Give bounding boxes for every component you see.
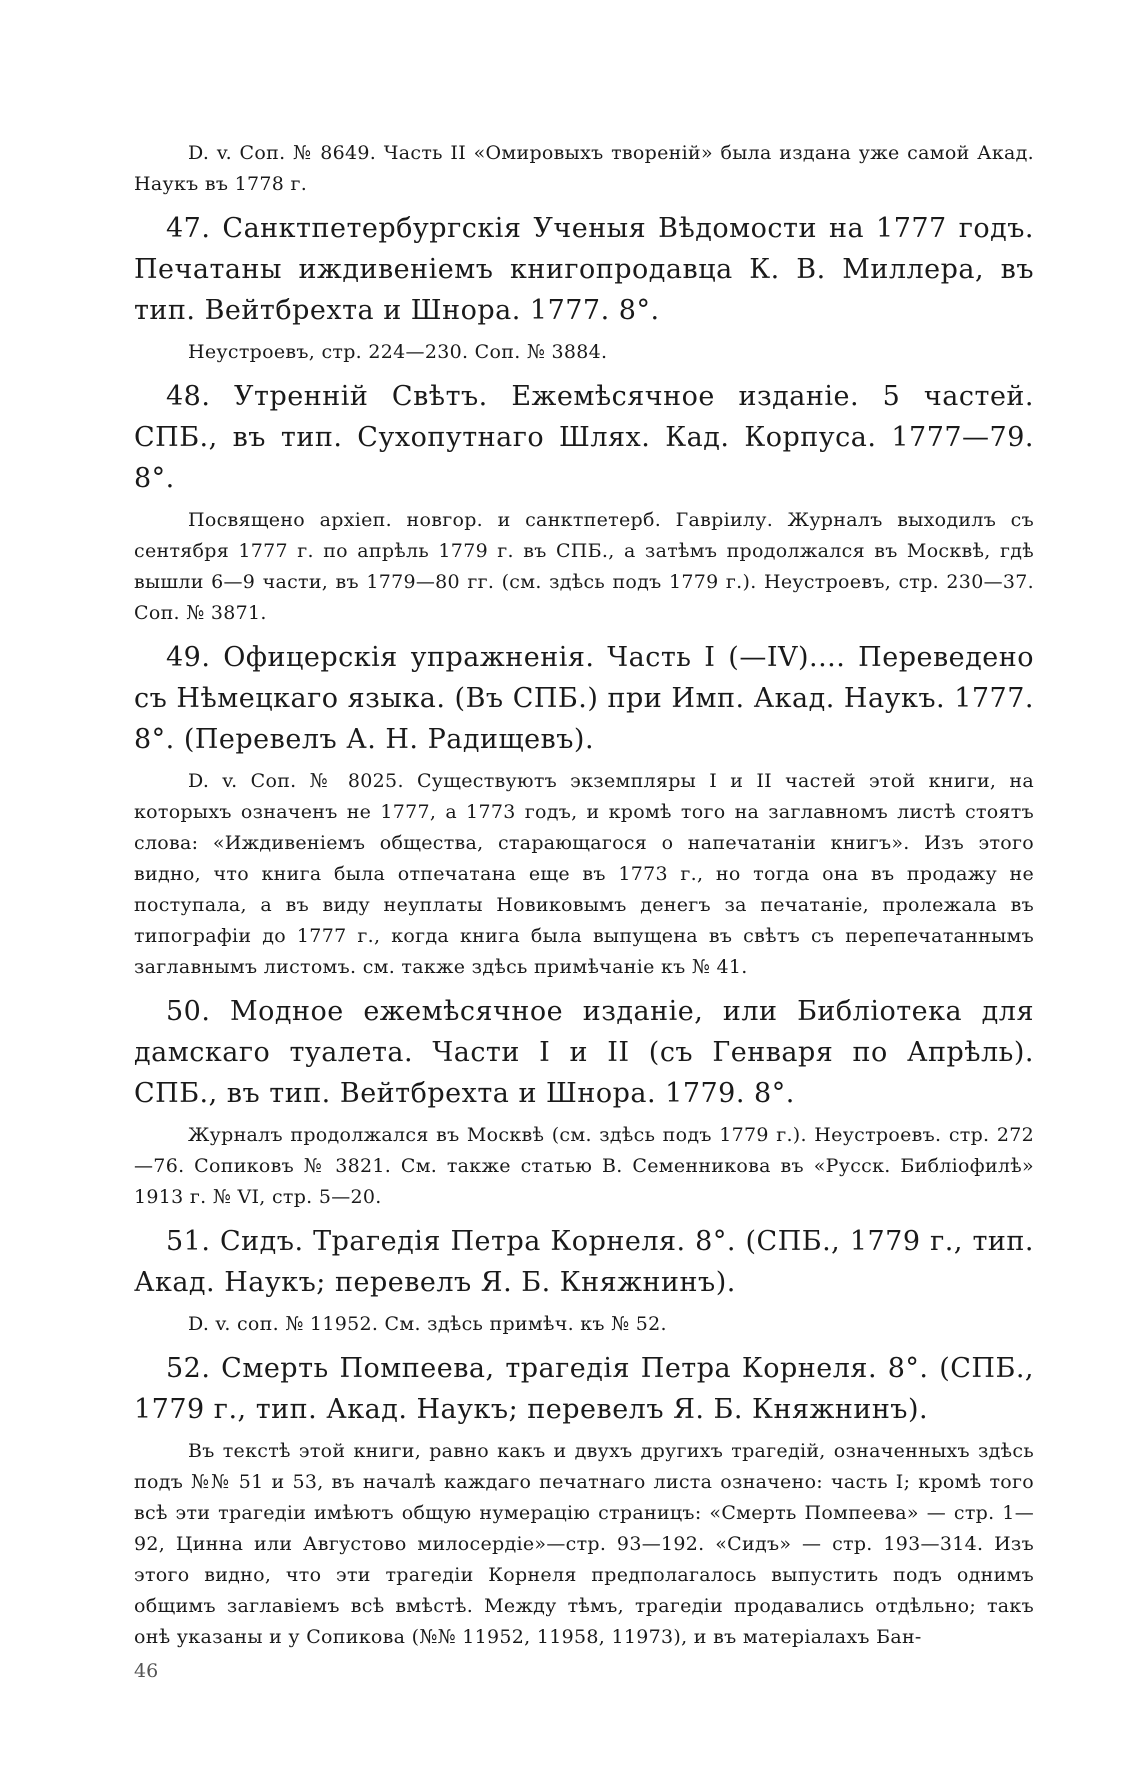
- entry-47: 47. Санктпетербургскія Ученыя Вѣдомости на 1777 годъ. Печатаны иждивеніемъ книгопродавца К. В. Миллера, въ тип. Вейтбрехта и Шнора. 1777. 8°.: [134, 213, 1034, 326]
- note-51: D. v. соп. № 11952. См. здѣсь примѣч. къ № 52.: [188, 1313, 667, 1335]
- entry-50: 50. Модное ежемѣсячное изданіе, или Библіотека для дамскаго туалета. Части I и II (съ Генваря по Апрѣль). СПБ., въ тип. Вейтбрехта и Шнора. 1779. 8°.: [134, 996, 1034, 1109]
- note-50: Журналъ продолжался въ Москвѣ (см. здѣсь подъ 1779 г.). Неустроевъ. стр. 272—76. Сопиковъ № 3821. См. также статью В. Семенникова въ «Русск. Библіофилѣ» 1913 г. № VI, стр. 5—20.: [134, 1124, 1034, 1208]
- entry-52: 52. Смерть Помпеева, трагедія Петра Корнеля. 8°. (СПБ., 1779 г., тип. Акад. Наукъ; перевелъ Я. Б. Княжнинъ).: [134, 1353, 1034, 1425]
- note-49: D. v. Соп. № 8025. Существуютъ экземпляры I и II частей этой книги, на которыхъ означенъ не 1777, а 1773 годъ, и кромѣ того на заглавномъ листѣ стоятъ слова: «Иждивеніемъ общества, старающагося о напечатаніи книгъ». Изъ этого видно, что книга была отпечатана еще въ 1773 г., но тогда она въ продажу не поступала, а въ виду неуплаты Новиковымъ денегъ за печатаніе, пролежала въ типографіи до 1777 г., когда книга была выпущена въ свѣтъ съ перепечатаннымъ заглавнымъ листомъ. см. также здѣсь примѣчаніе къ № 41.: [134, 770, 1034, 978]
- entry-48: 48. Утренній Свѣтъ. Ежемѣсячное изданіе. 5 частей. СПБ., въ тип. Сухопутнаго Шлях. Кад. Корпуса. 1777—79. 8°.: [134, 381, 1034, 494]
- note-48: Посвящено архіеп. новгор. и санктпетерб. Гавріилу. Журналъ выходилъ съ сентября 1777 г. по апрѣль 1779 г. въ СПБ., а затѣмъ продолжался въ Москвѣ, гдѣ вышли 6—9 части, въ 1779—80 гг. (см. здѣсь подъ 1779 г.). Неустроевъ, стр. 230—37. Соп. № 3871.: [134, 509, 1034, 624]
- note-52: Въ текстѣ этой книги, равно какъ и двухъ другихъ трагедій, означенныхъ здѣсь подъ №№ 51 и 53, въ началѣ каждаго печатнаго листа означено: часть I; кромѣ того всѣ эти трагедіи имѣютъ общую нумерацію страницъ: «Смерть Помпеева» — стр. 1—92, Цинна или Августово милосердіе»—стр. 93—192. «Сидъ» — стр. 193—314. Изъ этого видно, что эти трагедіи Корнеля предполагалось выпустить подъ однимъ общимъ заглавіемъ всѣ вмѣстѣ. Между тѣмъ, трагедіи продавались отдѣльно; такъ онѣ указаны и у Сопикова (№№ 11952, 11958, 11973), и въ матеріалахъ Бан-: [134, 1440, 1034, 1648]
- page-text: [134, 138, 1034, 1661]
- entry-51: 51. Сидъ. Трагедія Петра Корнеля. 8°. (СПБ., 1779 г., тип. Акад. Наукъ; перевелъ Я. Б. Княжнинъ).: [134, 1226, 1034, 1298]
- page-number: 46: [134, 1660, 159, 1682]
- entry-49: 49. Офицерскія упражненія. Часть I (—IV).... Переведено съ Нѣмецкаго языка. (Въ СПБ.) при Имп. Акад. Наукъ. 1777. 8°. (Перевелъ А. Н. Радищевъ).: [134, 642, 1034, 755]
- note-46: D. v. Соп. № 8649. Часть II «Омировыхъ твореній» была издана уже самой Акад. Наукъ въ 1778 г.: [134, 142, 1034, 195]
- note-47: Неустроевъ, стр. 224—230. Соп. № 3884.: [188, 341, 608, 363]
